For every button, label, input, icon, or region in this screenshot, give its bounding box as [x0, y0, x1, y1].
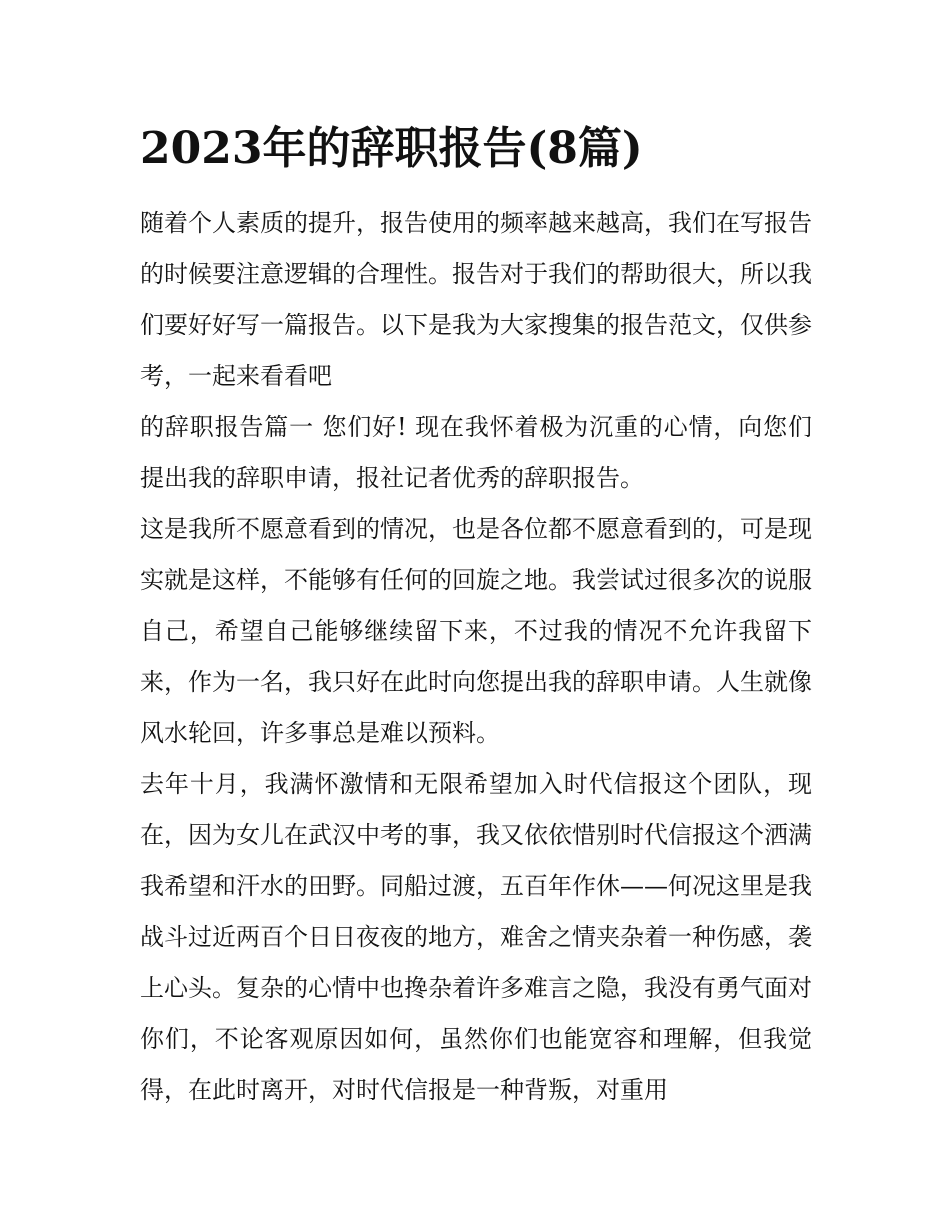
document-title: 2023年的辞职报告(8篇)	[140, 123, 643, 174]
resignation-history-paragraph: 去年十月，我满怀激情和无限希望加入时代信报这个团队，现在，因为女儿在武汉中考的事，我又依依惜别时代信报这个洒满我希望和汗水的田野。同船过渡，五百年作休——何况这里是我战斗过近两百个日日夜夜的地方，难舍之情夹杂着一种伤感，袭上心头。复杂的心情中也搀杂着许多难言之隐，我没有勇气面对你们，不论客观原因如何，虽然你们也能宽容和理解，但我觉得，在此时离开，对时代信报是一种背叛，对重用	[140, 770, 812, 1104]
intro-paragraph: 随着个人素质的提升，报告使用的频率越来越高，我们在写报告的时候要注意逻辑的合理性。报告对于我们的帮助很大，所以我们要好好写一篇报告。以下是我为大家搜集的报告范文，仅供参考，一起来看看吧	[140, 209, 812, 390]
resignation-opening-paragraph: 的辞职报告篇一 您们好! 现在我怀着极为沉重的心情，向您们提出我的辞职申请，报社记者优秀的辞职报告。	[140, 413, 812, 492]
resignation-reason-paragraph: 这是我所不愿意看到的情况，也是各位都不愿意看到的，可是现实就是这样，不能够有任何的回旋之地。我尝试过很多次的说服自己，希望自己能够继续留下来，不过我的情况不允许我留下来，作为一名，我只好在此时向您提出我的辞职申请。人生就像风水轮回，许多事总是难以预料。	[140, 515, 812, 747]
document-content	[140, 118, 812, 1116]
